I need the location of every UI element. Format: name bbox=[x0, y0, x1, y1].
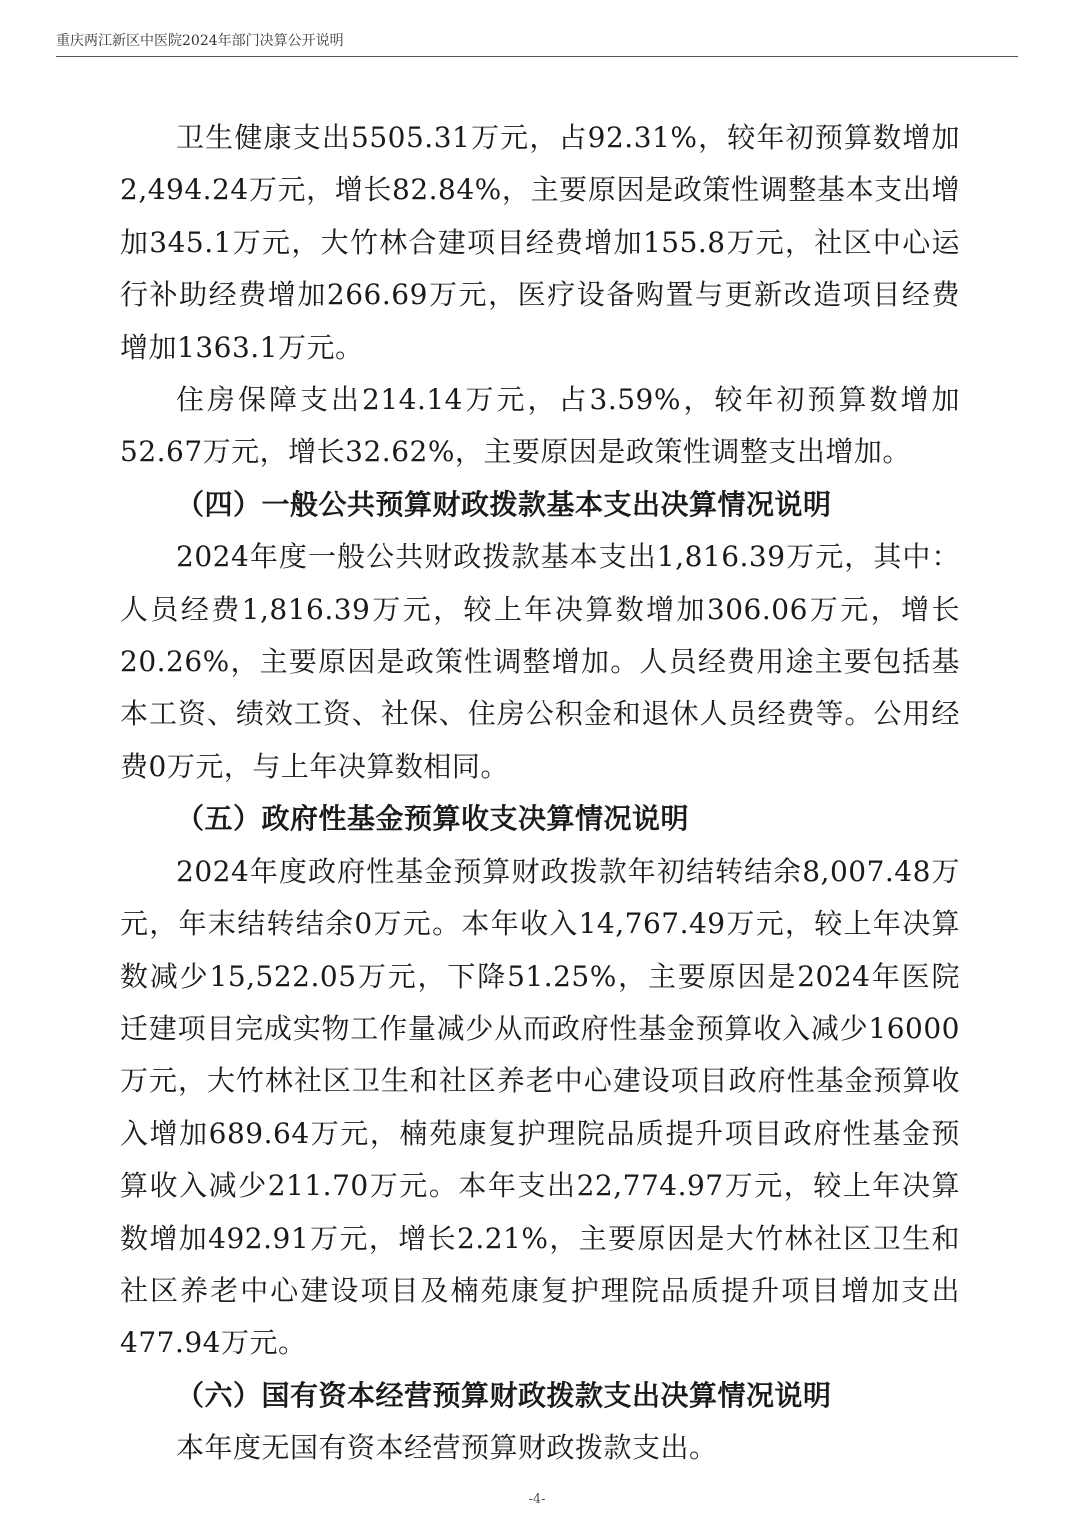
section-heading-5: （五）政府性基金预算收支决算情况说明 bbox=[176, 802, 690, 836]
paragraph-government-fund: 2024年度政府性基金预算财政拨款年初结转结余8,007.48万元，年末结转结余0万元。本年收入14,767.49万元，较上年决算数减少15,522.05万元，下降51.25%，主要原因是2024年医院迁建项目完成实物工作量减少从而政府性基金预算收入减少16000万元，大竹林社区卫生和社区养老中心建设项目政府性基金预算收入增加689.64万元，楠苑康复护理院品质提升项目政府性基金预算收入减少211.70万元。本年支出22,774.97万元，较上年决算数增加492.91万元，增长2.21%，主要原因是大竹林社区卫生和社区养老中心建设项目及楠苑康复护理院品质提升项目增加支出477.94万元。 bbox=[120, 854, 960, 1360]
paragraph-basic-expenditure: 2024年度一般公共财政拨款基本支出1,816.39万元，其中：人员经费1,816.39万元，较上年决算数增加306.06万元，增长20.26%，主要原因是政策性调整增加。人员经费用途主要包括基本工资、绩效工资、社保、住房公积金和退休人员经费等。公用经费0万元，与上年决算数相同。 bbox=[120, 540, 960, 783]
page-header-title: 重庆两江新区中医院2024年部门决算公开说明 bbox=[56, 33, 344, 49]
section-heading-6: （六）国有资本经营预算财政拨款支出决算情况说明 bbox=[176, 1378, 832, 1412]
header-divider bbox=[56, 56, 1018, 57]
paragraph-housing-expenditure: 住房保障支出214.14万元，占3.59%，较年初预算数增加52.67万元，增长32.62%，主要原因是政策性调整支出增加。 bbox=[120, 383, 960, 469]
paragraph-health-expenditure: 卫生健康支出5505.31万元，占92.31%，较年初预算数增加2,494.24万元，增长82.84%，主要原因是政策性调整基本支出增加345.1万元，大竹林合建项目经费增加155.8万元，社区中心运行补助经费增加266.69万元，医疗设备购置与更新改造项目经费增加1363.1万元。 bbox=[120, 121, 960, 364]
section-heading-4: （四）一般公共预算财政拨款基本支出决算情况说明 bbox=[176, 487, 832, 521]
document-body bbox=[120, 112, 960, 1475]
page-number: -4- bbox=[528, 1492, 546, 1507]
paragraph-state-capital: 本年度无国有资本经营预算财政拨款支出。 bbox=[176, 1431, 718, 1465]
